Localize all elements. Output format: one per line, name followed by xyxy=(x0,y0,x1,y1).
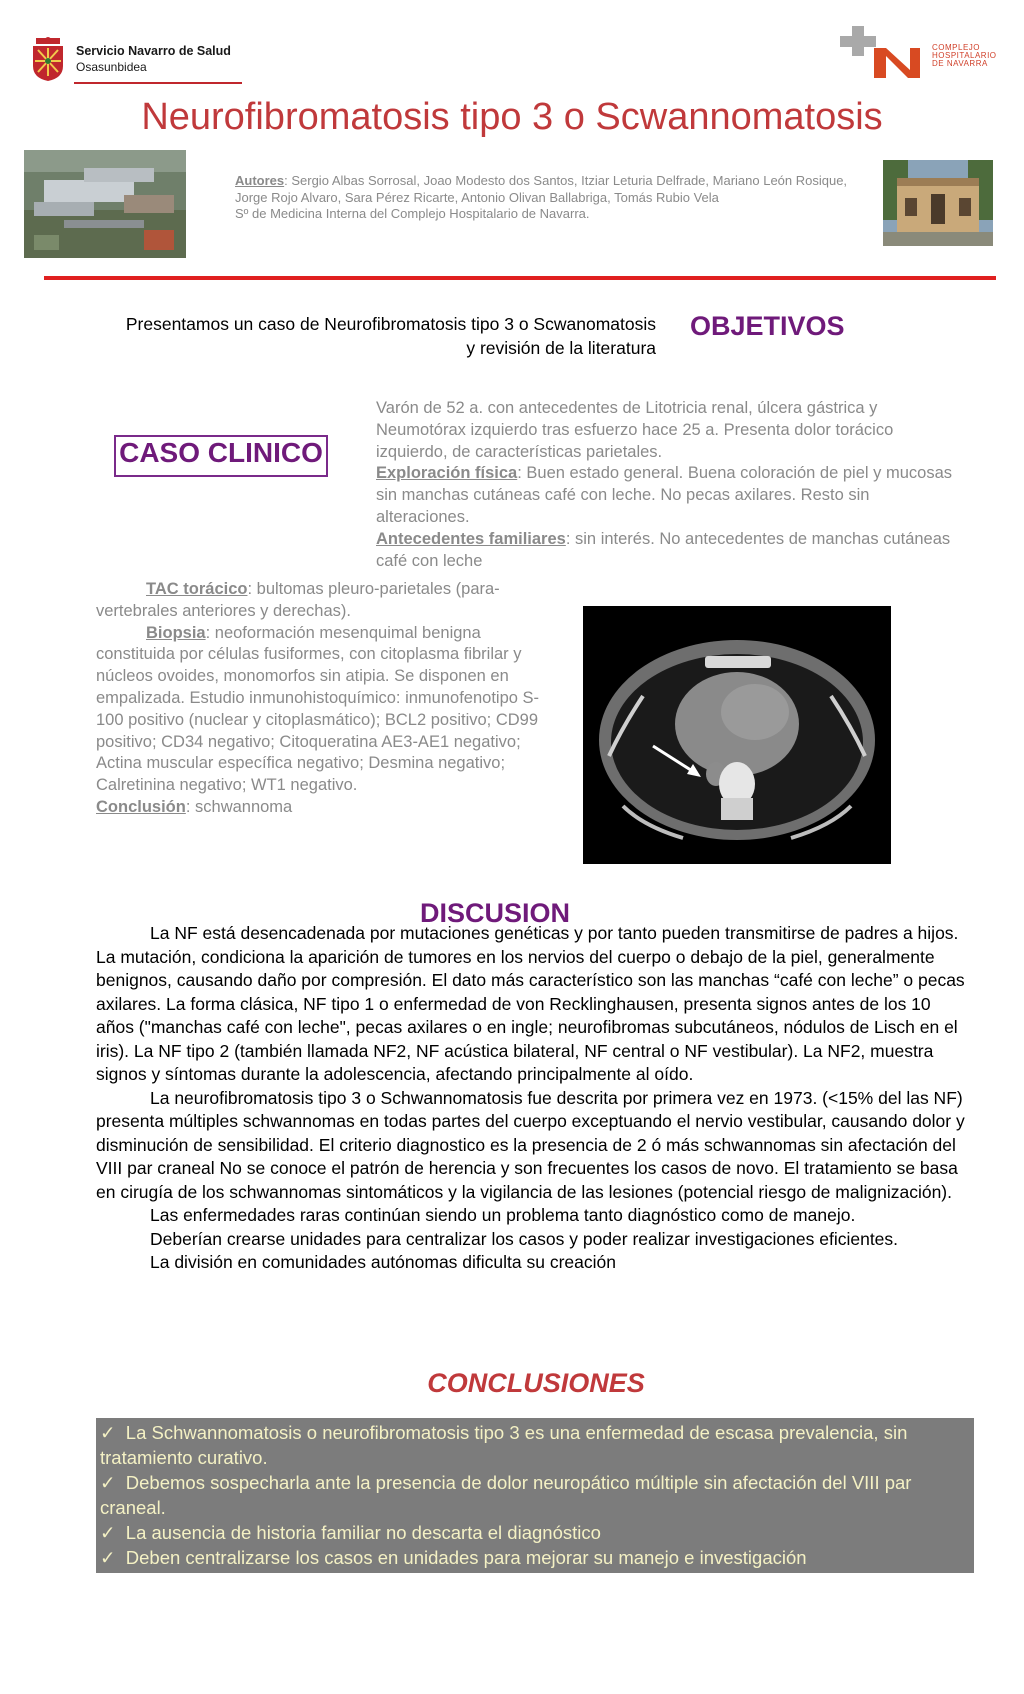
biopsia-text: : neoformación mesenquimal benigna constituida por células fusiformes, con citoplasma fibrilar y núcleos ovoides, monomorfos sin atipia. Se disponen en empalizada. Estudio inmunohistoquímico: inmunofenotipo S-100 positivo (nuclear y citoplasmático); BCL2 positivo; CD99 positivo; CD34 negativo; Citoqueratina AE3-AE1 negativo; Actina muscular específica negativo; Desmina negativo; Calretinina negativo; WT1 negativo. xyxy=(96,623,540,795)
discusion-paragraph: Las enfermedades raras continúan siendo un problema tanto diagnóstico como de manejo. xyxy=(150,1205,856,1225)
authors-block xyxy=(235,173,855,223)
authors-label: Autores xyxy=(235,173,285,188)
ct-scan-image xyxy=(583,606,891,864)
conclusiones-box xyxy=(96,1418,974,1573)
logo-left-line1: Servicio Navarro de Salud xyxy=(76,44,231,58)
antecedentes-text: : sin interés. No antecedentes de manchas cutáneas café con leche xyxy=(376,529,951,570)
navarra-shield-icon xyxy=(30,36,66,82)
biopsia-label: Biopsia xyxy=(146,623,206,642)
caso-clinico-heading: CASO CLINICO xyxy=(119,437,323,468)
conclusion-label: Conclusión xyxy=(96,797,186,816)
tac-text: : bultomas pleuro-parietales (para-vertebrales anteriores y derechas). xyxy=(96,580,500,620)
case-history: Varón de 52 a. con antecedentes de Litotricia renal, úlcera gástrica y Neumotórax izquierdo tras esfuerzo hace 25 a. Presenta dolor torácico izquierdo, de características parietales. xyxy=(376,399,894,461)
checkmark-icon: ✓ xyxy=(100,1547,126,1568)
logo-left-rule xyxy=(74,82,242,84)
conclusion-item-text: La Schwannomatosis o neurofibromatosis tipo 3 es una enfermedad de escasa prevalencia, sin tratamiento curativo. xyxy=(100,1422,908,1468)
discusion-heading: DISCUSION xyxy=(419,898,571,928)
logo-right-line3: DE NAVARRA xyxy=(932,59,988,68)
conclusion-item xyxy=(100,1470,970,1520)
complejo-hospitalario-logo xyxy=(840,26,1010,82)
discusion-paragraph: La neurofibromatosis tipo 3 o Schwannomatosis fue descrita por primera vez en 1973. (<15% del las NF) presenta múltiples schwannomas en todas partes del cuerpo exceptuando el nervio vestibular, causando dolor y disminución de sensibilidad. El criterio diagnostico es la presencia de 2 ó más schwannomas sin afectación del VIII par craneal No se conoce el patrón de herencia y son frecuentes los casos de novo. El tratamiento se basa en cirugía de los schwannomas sintomáticos y la vigilancia de las lesiones (potencial riesgo de malignización). xyxy=(96,1087,965,1202)
tac-label: TAC torácico xyxy=(146,580,248,598)
checkmark-icon: ✓ xyxy=(100,1422,126,1443)
case-history-block xyxy=(376,398,956,572)
discusion-paragraph: Deberían crearse unidades para centralizar los casos y poder realizar investigaciones eficientes. xyxy=(150,1228,899,1249)
department-text: Sº de Medicina Interna del Complejo Hospitalario de Navarra. xyxy=(235,206,590,221)
conclusion-item xyxy=(100,1420,970,1470)
intro-statement xyxy=(40,312,656,360)
logo-right-line1: COMPLEJO xyxy=(932,43,981,52)
conclusion-item xyxy=(100,1520,970,1545)
discusion-paragraph: La división en comunidades autónomas dificulta su creación xyxy=(150,1252,616,1272)
logo-right-line2: HOSPITALARIO xyxy=(932,51,997,60)
conclusiones-heading: CONCLUSIONES xyxy=(427,1368,645,1398)
discusion-paragraph: La NF está desencadenada por mutaciones genéticas y por tanto pueden transmitirse de padres a hijos. La mutación, condiciona la aparición de tumores en los nervios del cuerpo o debajo de la piel, generalmente benignos, causando daño por compresión. El dato más característico son las manchas “café con leche” o pecas axilares. La forma clásica, NF tipo 1 o enfermedad de von Recklinghausen, presenta signos antes de los 10 años ("manchas café con leche", pecas axilares o en ingle; neurofibromas subcutáneos, nódulos de Lisch en el iris). La NF tipo 2 (también llamada NF2, NF acústica bilateral, NF central o NF vestibular). La NF2, muestra signos y síntomas durante la adolescencia, afectando principalmente al oído. xyxy=(96,923,965,1084)
discusion-body xyxy=(96,922,966,1275)
hospital-aerial-photo xyxy=(24,150,186,258)
poster-title: Neurofibromatosis tipo 3 o Scwannomatosis xyxy=(141,96,883,138)
conclusion-item xyxy=(100,1545,970,1570)
conclusion-item-text: La ausencia de historia familiar no descarta el diagnóstico xyxy=(125,1522,601,1543)
cross-n-logo-icon xyxy=(840,26,930,82)
conclusion-item-text: Deben centralizarse los casos en unidades para mejorar su manejo e investigación xyxy=(125,1547,807,1568)
conclusion-item-text: Debemos sospecharla ante la presencia de dolor neuropático múltiple sin afectación del VIII par craneal. xyxy=(100,1472,912,1518)
intro-line2: y revisión de la literatura xyxy=(466,338,656,358)
header-divider xyxy=(44,276,996,280)
conclusion-text: : schwannoma xyxy=(185,797,293,816)
exploracion-text: : Buen estado general. Buena coloración de piel y mucosas sin manchas cutáneas café con leche. No pecas axilares. Resto sin alteraciones. xyxy=(376,464,952,526)
objetivos-heading: OBJETIVOS xyxy=(690,311,845,341)
checkmark-icon: ✓ xyxy=(100,1522,126,1543)
exploracion-label: Exploración física xyxy=(376,464,518,483)
checkmark-icon: ✓ xyxy=(100,1472,126,1493)
findings-block xyxy=(96,579,546,819)
intro-line1: Presentamos un caso de Neurofibromatosis tipo 3 o Scwanomatosis xyxy=(125,314,656,334)
servicio-navarro-logo xyxy=(28,34,231,86)
logo-left-line2: Osasunbidea xyxy=(76,60,147,74)
authors-text: : Sergio Albas Sorrosal, Joao Modesto dos Santos, Itziar Leturia Delfrade, Mariano León Rosique, Jorge Rojo Alvaro, Sara Pérez Ricarte, Antonio Olivan Ballabriga, Tomás Rubio Vela xyxy=(235,173,848,205)
hospital-building-photo xyxy=(883,160,993,246)
antecedentes-label: Antecedentes familiares xyxy=(376,529,566,548)
